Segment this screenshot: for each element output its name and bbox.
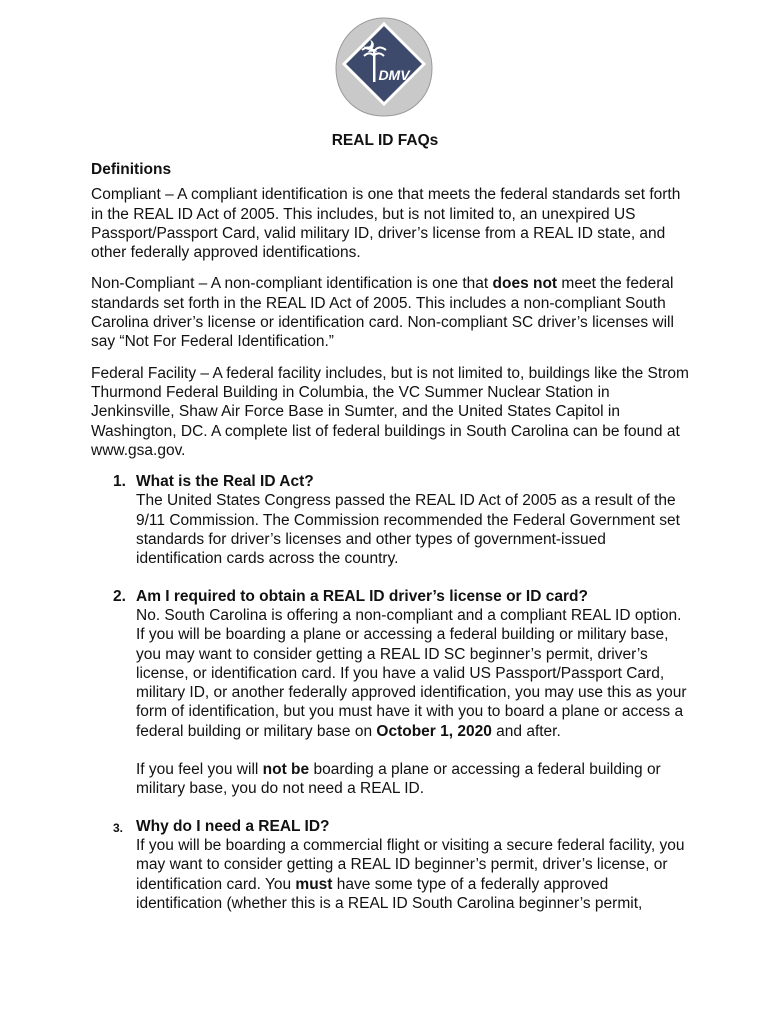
document-body (91, 160, 691, 931)
faq-question: What is the Real ID Act? (136, 473, 314, 491)
faq-answer: The United States Congress passed the REAL ID Act of 2005 as a result of the 9/11 Commission. The Commission recommended the Federal Government set standards for driver’s licenses and other types of government-issued identification cards across the country. (136, 492, 680, 568)
answer-text-2: have some type of a federally approved identification (whether this is a REAL ID South Carolina beginner’s permit, (136, 875, 643, 912)
faq-answer-followup (136, 760, 691, 799)
definition-compliant: Compliant – A compliant identification is one that meets the federal standards set forth in the REAL ID Act of 2005. This includes, but is not limited to, an unexpired US Passport/Passport Card, valid military ID, driver’s license from a REAL ID state, and other federally approved identifications. (91, 186, 681, 262)
faq-number: 1. (113, 473, 126, 491)
faq-answer (136, 836, 691, 913)
definition-federal-facility: Federal Facility – A federal facility includes, but is not limited to, buildings like the Strom Thurmond Federal Building in Columbia, the VC Summer Nuclear Station in Jenkinsville, Shaw Air Force Base in Sumter, and the United States Capitol in Washington, DC. A complete list of federal buildings in South Carolina can be found at www.gsa.gov. (91, 364, 689, 459)
faq-item-1 (91, 472, 691, 568)
followup-text-1: If you feel you will (136, 761, 263, 779)
faq-question: Why do I need a REAL ID? (136, 817, 330, 835)
answer-text-2: and after. (491, 722, 561, 740)
faq-answer (136, 606, 691, 741)
answer-date: October 1, 2020 (376, 722, 492, 740)
page-title: REAL ID FAQs (331, 132, 439, 149)
faq-list (91, 472, 691, 913)
answer-emphasis: must (295, 875, 333, 893)
faq-question: Am I required to obtain a REAL ID driver’s license or ID card? (136, 587, 588, 605)
answer-text-1: If you will be boarding a commercial flight or visiting a secure federal facility, you may want to consider getting a REAL ID beginner’s permit, driver’s license, or identification card. You (136, 836, 685, 893)
definitions-heading: Definitions (91, 161, 172, 178)
noncompliant-text-1: Non-Compliant – A non-compliant identification is one that (91, 275, 493, 293)
logo-text: DMV (378, 67, 410, 83)
faq-item-3 (91, 817, 691, 913)
sc-dmv-seal-icon (332, 16, 436, 120)
faq-number: 2. (113, 587, 126, 605)
noncompliant-emphasis: does not (492, 275, 558, 293)
followup-emphasis: not be (262, 761, 310, 779)
followup-text-2: boarding a plane or accessing a federal building or military base, you do not need a REAL ID. (136, 761, 661, 798)
faq-item-2 (91, 587, 691, 799)
noncompliant-text-2: meet the federal standards set forth in the REAL ID Act of 2005. This includes a non-compliant South Carolina driver’s license or identification card. Non-compliant SC driver’s licenses will say “Not For Federal Identification.” (91, 275, 674, 351)
faq-number: 3. (113, 820, 124, 835)
definition-noncompliant (91, 274, 691, 351)
answer-text-1: No. South Carolina is offering a non-compliant and a compliant REAL ID option. If you will be boarding a plane or accessing a federal building or military base, you may want to consider getting a REAL ID SC beginner’s permit, driver’s license, or identification card. If you have a valid US Passport/Passport Card, military ID, or another federally approved identification, you may use this as your form of identification, but you must have it with you to board a plane or access a federal building or military base on (136, 606, 687, 740)
